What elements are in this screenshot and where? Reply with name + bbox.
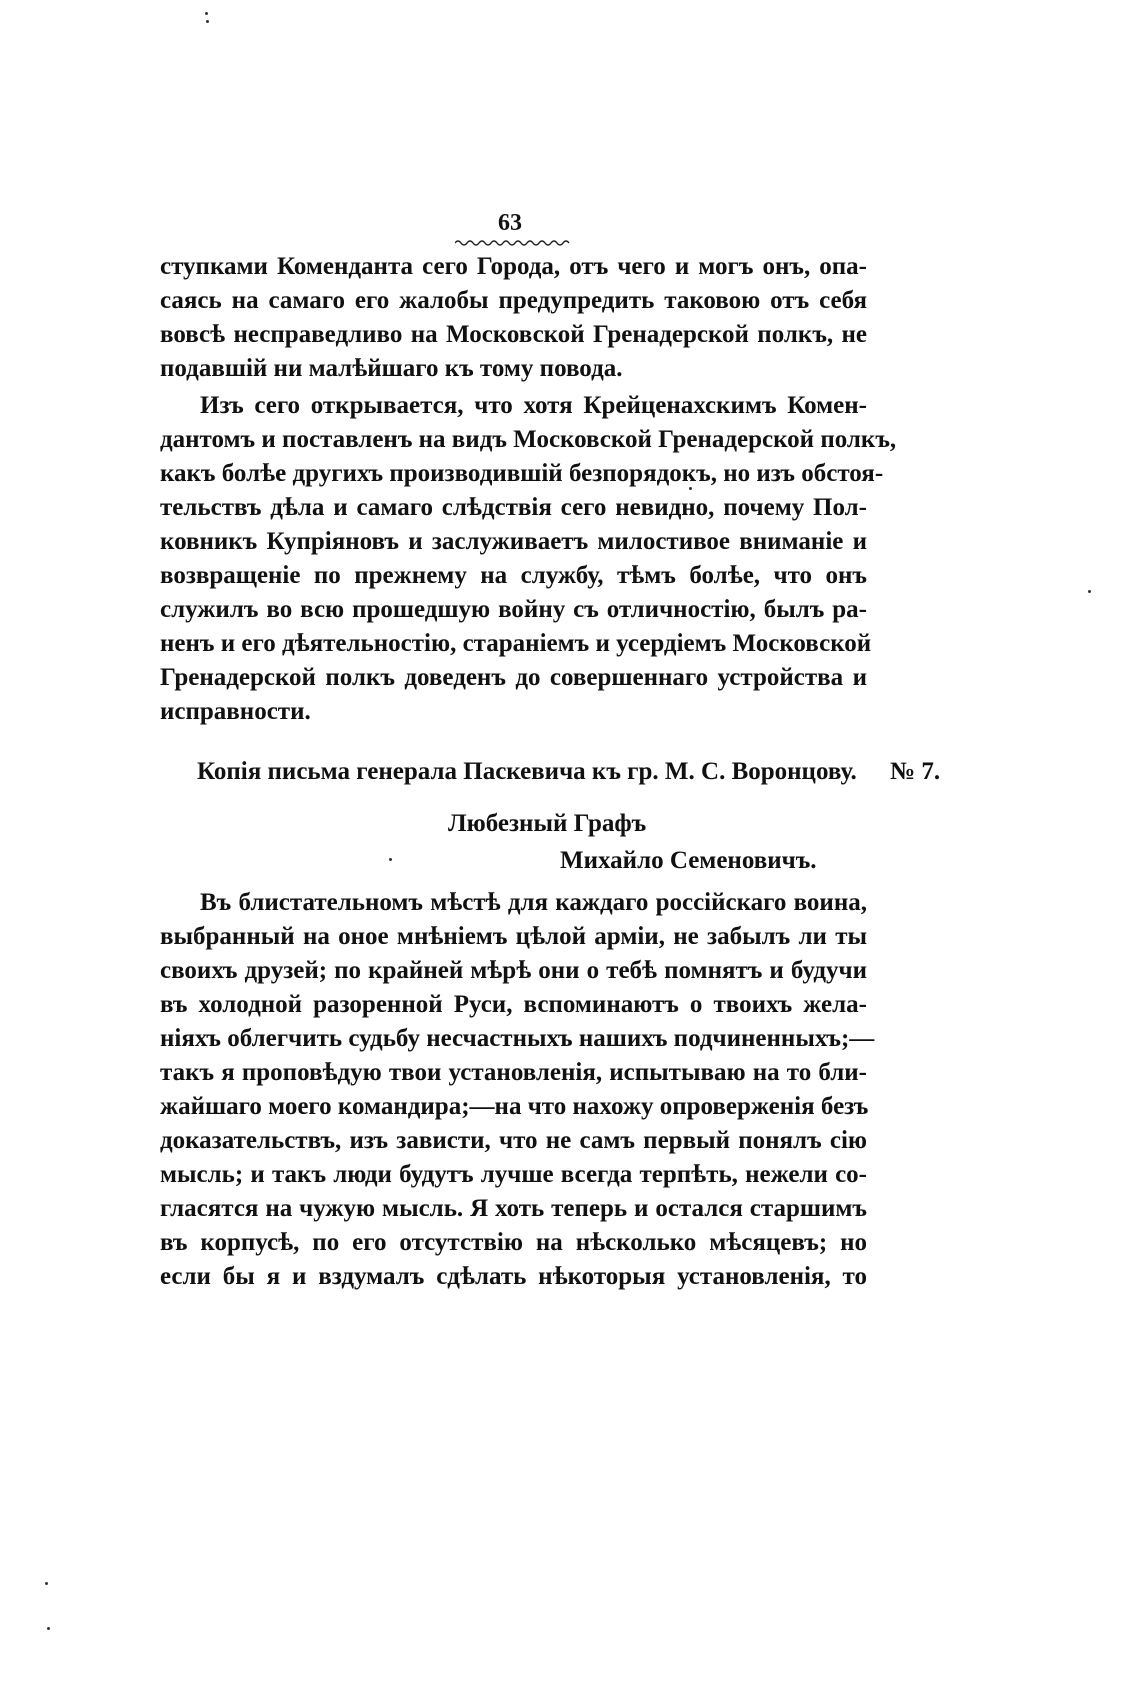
paragraph2-line: служилъ во всю прошедшую войну съ отличностію, былъ ра-	[160, 596, 867, 623]
scan-speck	[689, 487, 692, 490]
letter-heading-title: Копія письма генерала Паскевича къ гр. М. С. Воронцову.	[197, 758, 857, 785]
paragraph2-line: возвращеніе по прежнему на службу, тѣмъ болѣе, что онъ	[160, 562, 867, 589]
paragraph2-line: какъ болѣе другихъ производившій безпорядокъ, но изъ обстоя-	[160, 460, 884, 487]
paragraph1-line: вовсѣ несправедливо на Московской Гренадерской полкъ, не	[160, 321, 867, 348]
scan-speck	[47, 1627, 50, 1630]
paragraph3-line: своихъ друзей; по крайней мѣрѣ они о тебѣ помнятъ и будучи	[160, 957, 867, 984]
salutation-line-2: Михайло Семеновичъ.	[560, 847, 817, 874]
salutation-line-1: Любезный Графъ	[448, 810, 647, 837]
paragraph2-line: дантомъ и поставленъ на видъ Московской Гренадерской полкъ,	[160, 426, 897, 453]
paragraph2-line: Изъ сего открывается, что хотя Крейценахскимъ Комен-	[200, 392, 867, 419]
paragraph3-line: въ корпусѣ, по его отсутствію на нѣсколько мѣсяцевъ; но	[160, 1229, 867, 1256]
paragraph3-line: Въ блистательномъ мѣстѣ для каждаго россійскаго воина,	[200, 889, 867, 916]
paragraph3-line: жайшаго моего командира;—на что нахожу опроверженія безъ	[160, 1093, 869, 1120]
paragraph2-line: ковникъ Купріяновъ и заслуживаетъ милостивое вниманіе и	[160, 528, 867, 555]
scan-speck	[45, 1582, 48, 1585]
paragraph1-line: саясь на самаго его жалобы предупредить таковою отъ себя	[160, 287, 867, 314]
paragraph3-line: ніяхъ облегчить судьбу несчастныхъ нашихъ подчиненныхъ;—	[160, 1025, 875, 1052]
paragraph3-line: въ холодной разоренной Руси, вспоминаютъ о твоихъ жела-	[160, 991, 867, 1018]
scan-speck	[389, 858, 392, 861]
paragraph3-line: мысль; и такъ люди будутъ лучше всегда терпѣть, нежели со-	[160, 1161, 867, 1188]
paragraph2-line: исправности.	[160, 698, 311, 725]
paragraph2-line: тельствъ дѣла и самаго слѣдствія сего невидно, почему Пол-	[160, 494, 867, 521]
wavy-ornament-rule	[455, 238, 570, 248]
paragraph1-line: подавшій ни малѣйшаго къ тому повода.	[160, 355, 623, 382]
paragraph3-line: выбранный на оное мнѣніемъ цѣлой арміи, не забылъ ли ты	[160, 923, 867, 950]
scan-speck	[205, 12, 208, 15]
paragraph2-line: ненъ и его дѣятельностію, стараніемъ и усердіемъ Московской	[160, 630, 872, 657]
scan-speck	[206, 20, 209, 23]
paragraph3-line: гласятся на чужую мысль. Я хоть теперь и остался старшимъ	[160, 1195, 867, 1222]
paragraph3-line: такъ я проповѣдую твои установленія, испытываю на то бли-	[160, 1059, 867, 1086]
paragraph1-line: ступками Коменданта сего Города, отъ чего и могъ онъ, опа-	[160, 253, 867, 280]
scan-speck	[1088, 590, 1091, 593]
page-number: 63	[498, 210, 522, 236]
paragraph2-line: Гренадерской полкъ доведенъ до совершеннаго устройства и	[160, 664, 867, 691]
paragraph3-line: если бы я и вздумалъ сдѣлать нѣкоторыя установленія, то	[160, 1263, 867, 1290]
paragraph3-line: доказательствъ, изъ зависти, что не самъ первый понялъ сію	[160, 1127, 867, 1154]
document-number: № 7.	[890, 758, 941, 785]
